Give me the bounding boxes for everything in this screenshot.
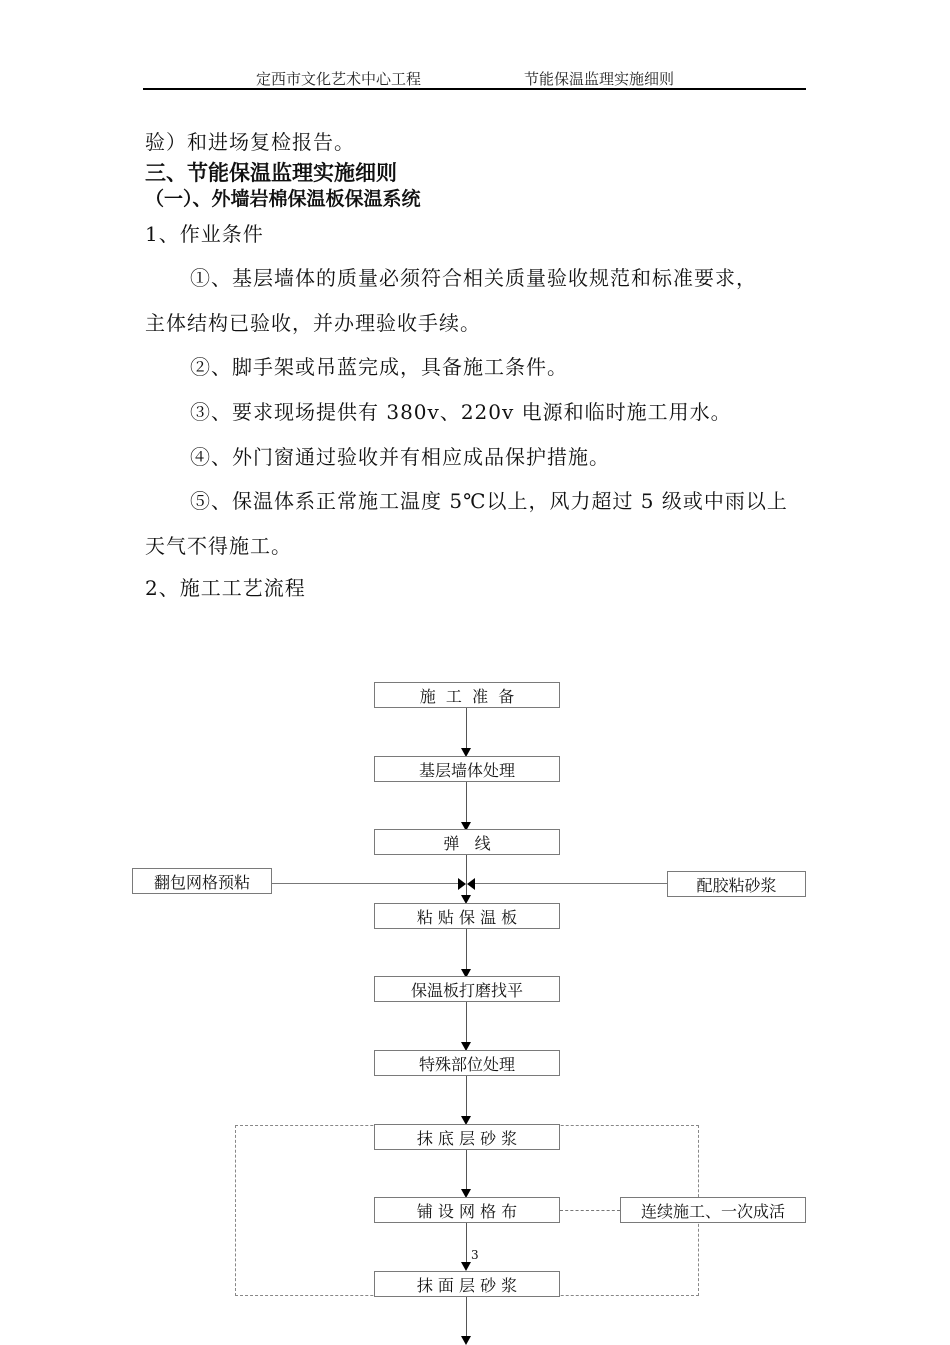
step-special-parts: 特殊部位处理 bbox=[374, 1050, 560, 1076]
connector bbox=[466, 928, 467, 970]
step-base-wall-treatment: 基层墙体处理 bbox=[374, 756, 560, 782]
condition-1a: ①、基层墙体的质量必须符合相关质量验收规范和标准要求， bbox=[190, 266, 757, 290]
subsection-heading: （一）、外墙岩棉保温板保温系统 bbox=[145, 188, 421, 210]
connector bbox=[466, 1297, 467, 1339]
condition-5a: ⑤、保温体系正常施工温度 5℃以上，风力超过 5 级或中雨以上 bbox=[190, 489, 788, 513]
side-connector-right bbox=[475, 883, 667, 884]
condition-5b: 天气不得施工。 bbox=[145, 534, 292, 558]
condition-3: ③、要求现场提供有 380v、220v 电源和临时施工用水。 bbox=[190, 400, 732, 424]
page-number: 3 bbox=[471, 1248, 479, 1262]
section-heading: 三、节能保温监理实施细则 bbox=[145, 161, 397, 185]
step-chalk-line: 弹 线 bbox=[374, 829, 560, 855]
connector bbox=[466, 1002, 467, 1044]
side-connector-left bbox=[272, 883, 458, 884]
step-attach-insulation-board: 粘 贴 保 温 板 bbox=[374, 903, 560, 929]
step-board-grinding: 保温板打磨找平 bbox=[374, 976, 560, 1002]
condition-2: ②、脚手架或吊蓝完成，具备施工条件。 bbox=[190, 355, 568, 379]
side-mix-mortar: 配胶粘砂浆 bbox=[667, 871, 806, 897]
step-construction-prep: 施 工 准 备 bbox=[374, 682, 560, 708]
header-project: 定西市文化艺术中心工程 bbox=[256, 70, 422, 88]
connector bbox=[466, 1076, 467, 1118]
step-surface-mortar: 抹 面 层 砂 浆 bbox=[374, 1271, 560, 1297]
continued-text: 验）和进场复检报告。 bbox=[145, 130, 355, 154]
header-rule bbox=[143, 88, 806, 90]
condition-4: ④、外门窗通过验收并有相应成品保护措施。 bbox=[190, 445, 610, 469]
condition-1b: 主体结构已验收，并办理验收手续。 bbox=[145, 311, 481, 335]
item1-title: 1、作业条件 bbox=[145, 222, 264, 246]
item2-title: 2、施工工艺流程 bbox=[145, 576, 306, 600]
step-base-mortar: 抹 底 层 砂 浆 bbox=[374, 1124, 560, 1150]
arrow-left bbox=[467, 878, 475, 890]
arrow-right bbox=[458, 878, 466, 890]
side-mesh-prewrap: 翻包网格预粘 bbox=[132, 868, 272, 894]
connector bbox=[466, 708, 467, 750]
step-lay-mesh: 铺 设 网 格 布 bbox=[374, 1197, 560, 1223]
connector bbox=[466, 855, 467, 897]
side-continuous-note: 连续施工、一次成活 bbox=[620, 1197, 806, 1223]
connector bbox=[466, 781, 467, 823]
header-doc-title: 节能保温监理实施细则 bbox=[524, 70, 675, 88]
